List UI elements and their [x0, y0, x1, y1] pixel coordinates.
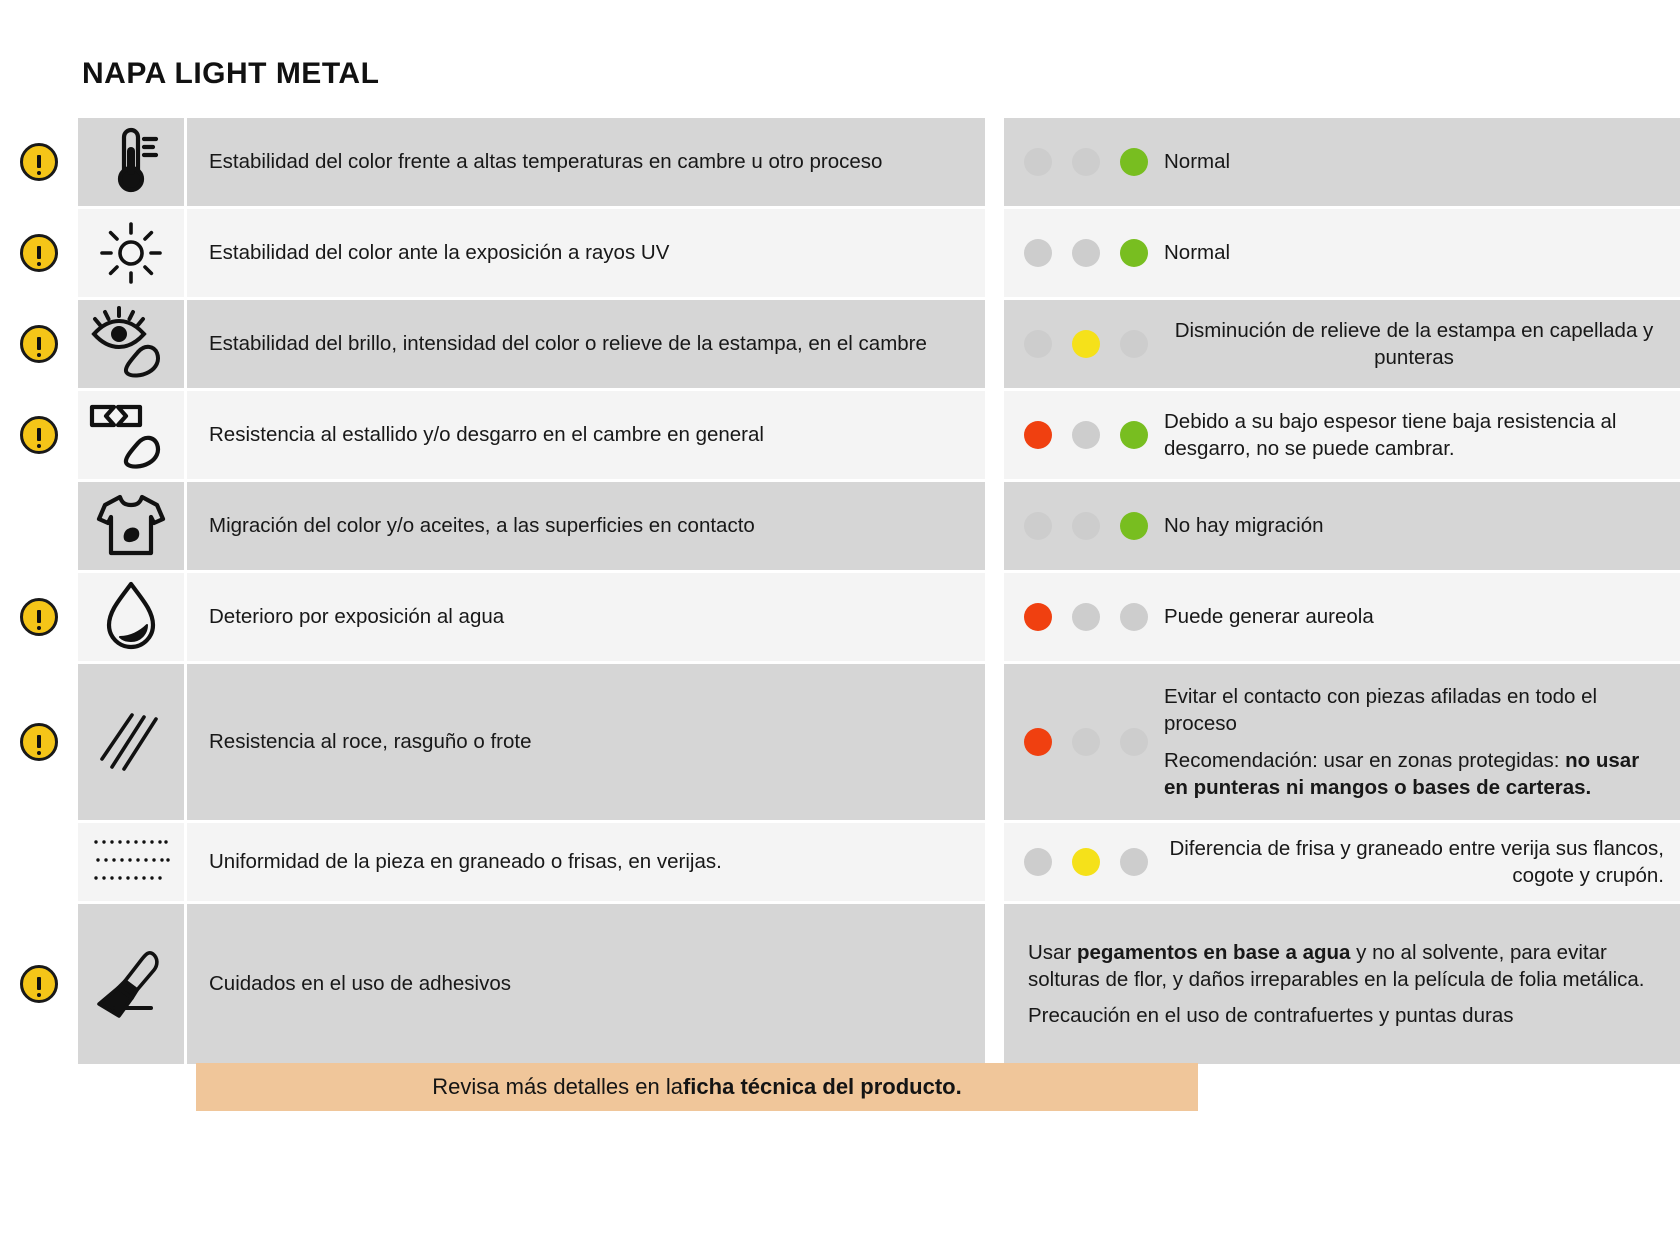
severity-dot-3 — [1120, 512, 1148, 540]
severity-dot-1 — [1024, 239, 1052, 267]
result-segment: Evitar el contacto con piezas afiladas en todo el proceso — [1164, 685, 1598, 736]
table-row — [0, 904, 1680, 1064]
result-cell — [1004, 573, 1680, 661]
description-cell — [187, 300, 985, 388]
severity-dot-2 — [1072, 421, 1100, 449]
result-text — [1164, 239, 1664, 266]
description-text: Estabilidad del color frente a altas temperaturas en cambre u otro proceso — [209, 150, 883, 174]
banner-text-bold: ficha técnica del producto. — [682, 1074, 962, 1099]
severity-dot-1 — [1024, 512, 1052, 540]
result-paragraph: Normal — [1164, 241, 1231, 265]
result-emphasis: pegamentos en base a agua — [1076, 941, 1351, 965]
tshirt-stain-icon — [95, 491, 167, 561]
severity-dot-3 — [1120, 330, 1148, 358]
result-text — [1164, 317, 1664, 371]
column-gap — [985, 573, 1001, 661]
result-cell — [1004, 904, 1680, 1064]
severity-dot-3 — [1120, 148, 1148, 176]
severity-dot-2 — [1072, 603, 1100, 631]
description-text: Resistencia al roce, rasguño o frote — [209, 730, 532, 754]
description-text: Deterioro por exposición al agua — [209, 605, 505, 629]
warning-cell — [0, 118, 78, 206]
warning-icon — [20, 143, 58, 181]
result-paragraph — [1164, 683, 1664, 737]
warning-cell — [0, 823, 78, 901]
column-gap — [985, 482, 1001, 570]
result-paragraph: Diferencia de frisa y graneado entre verija sus flancos, cogote y crupón. — [1169, 837, 1664, 888]
icon-cell — [78, 904, 184, 1064]
description-text: Uniformidad de la pieza en graneado o frisas, en verijas. — [209, 850, 722, 874]
result-emphasis: no usar en punteras ni mangos o bases de carteras. — [1164, 748, 1640, 799]
tear-leather-icon — [88, 397, 174, 473]
table-row — [0, 664, 1680, 820]
page-title: NAPA LIGHT METAL — [82, 57, 380, 90]
result-segment: y no al solvente, para evitar solturas de flor, y daños irreparables en la película de folia metálica. — [1028, 941, 1645, 992]
warning-icon — [20, 325, 58, 363]
severity-dots — [1024, 330, 1148, 358]
warning-icon — [20, 723, 58, 761]
description-text: Migración del color y/o aceites, a las superficies en contacto — [209, 514, 755, 538]
description-cell — [187, 904, 985, 1064]
result-paragraph: Debido a su bajo espesor tiene baja resistencia al desgarro, no se puede cambrar. — [1164, 409, 1617, 460]
icon-cell — [78, 823, 184, 901]
table-row — [0, 391, 1680, 479]
result-cell — [1004, 664, 1680, 820]
description-cell — [187, 664, 985, 820]
column-gap — [985, 391, 1001, 479]
icon-cell — [78, 391, 184, 479]
severity-dot-2 — [1072, 239, 1100, 267]
column-gap — [985, 664, 1001, 820]
result-cell — [1004, 300, 1680, 388]
description-cell — [187, 209, 985, 297]
warning-icon — [20, 234, 58, 272]
result-cell — [1004, 118, 1680, 206]
dotted-grain-icon — [92, 836, 170, 888]
severity-dot-1 — [1024, 728, 1052, 756]
severity-dot-2 — [1072, 848, 1100, 876]
description-text: Resistencia al estallido y/o desgarro en el cambre en general — [209, 423, 764, 447]
result-cell — [1004, 823, 1680, 901]
result-segment: Precaución en el uso de contrafuertes y puntas duras — [1028, 1004, 1514, 1028]
sun-icon — [98, 220, 164, 286]
severity-dot-1 — [1024, 421, 1052, 449]
warning-cell — [0, 209, 78, 297]
result-paragraph: Disminución de relieve de la estampa en capellada y punteras — [1174, 318, 1654, 369]
severity-dots — [1024, 603, 1148, 631]
severity-dot-3 — [1120, 728, 1148, 756]
warning-cell — [0, 573, 78, 661]
description-text: Estabilidad del color ante la exposición a rayos UV — [209, 241, 670, 265]
result-text — [1164, 683, 1664, 800]
column-gap — [985, 904, 1001, 1064]
result-text — [1164, 512, 1664, 539]
severity-dot-3 — [1120, 239, 1148, 267]
warning-cell — [0, 664, 78, 820]
warning-icon — [20, 598, 58, 636]
result-text — [1164, 408, 1664, 462]
column-gap — [985, 300, 1001, 388]
result-paragraph: Puede generar aureola — [1164, 605, 1374, 629]
column-gap — [985, 118, 1001, 206]
icon-cell — [78, 209, 184, 297]
scratch-lines-icon — [98, 707, 164, 777]
severity-dot-1 — [1024, 330, 1052, 358]
severity-dots — [1024, 728, 1148, 756]
result-text — [1164, 835, 1664, 889]
icon-cell — [78, 300, 184, 388]
result-cell — [1004, 391, 1680, 479]
description-cell — [187, 391, 985, 479]
icon-cell — [78, 664, 184, 820]
severity-dots — [1024, 148, 1148, 176]
result-paragraph: No hay migración — [1164, 514, 1324, 538]
table-row — [0, 823, 1680, 901]
column-gap — [985, 209, 1001, 297]
paint-brush-icon — [91, 946, 171, 1022]
description-text: Estabilidad del brillo, intensidad del color o relieve de la estampa, en el cambre — [209, 332, 927, 356]
result-paragraph — [1164, 747, 1664, 801]
severity-dot-1 — [1024, 148, 1052, 176]
eye-leather-icon — [88, 306, 174, 382]
severity-dot-1 — [1024, 603, 1052, 631]
result-paragraph: Normal — [1164, 150, 1231, 174]
result-segment: Recomendación: usar en zonas protegidas: — [1164, 748, 1566, 772]
warning-cell — [0, 300, 78, 388]
description-cell — [187, 482, 985, 570]
severity-dot-3 — [1120, 603, 1148, 631]
column-gap — [985, 823, 1001, 901]
severity-dot-3 — [1120, 421, 1148, 449]
icon-cell — [78, 118, 184, 206]
result-cell — [1004, 482, 1680, 570]
result-text — [1164, 148, 1664, 175]
severity-dot-2 — [1072, 148, 1100, 176]
description-cell — [187, 573, 985, 661]
result-segment: Usar — [1028, 941, 1077, 965]
severity-dot-1 — [1024, 848, 1052, 876]
severity-dot-2 — [1072, 728, 1100, 756]
result-paragraph — [1028, 939, 1664, 993]
table-row — [0, 300, 1680, 388]
water-drop-icon — [102, 579, 160, 655]
severity-dot-2 — [1072, 512, 1100, 540]
severity-dots — [1024, 512, 1148, 540]
table-row — [0, 482, 1680, 570]
severity-dots — [1024, 421, 1148, 449]
thermometer-icon — [100, 125, 162, 199]
table-row — [0, 573, 1680, 661]
icon-cell — [78, 573, 184, 661]
warning-cell — [0, 482, 78, 570]
severity-dots — [1024, 239, 1148, 267]
description-cell — [187, 823, 985, 901]
table-row — [0, 209, 1680, 297]
result-cell — [1004, 209, 1680, 297]
result-text — [1164, 603, 1664, 630]
severity-dots — [1024, 848, 1148, 876]
footer-banner[interactable] — [196, 1063, 1198, 1111]
banner-text-plain: Revisa más detalles en la — [432, 1074, 683, 1099]
severity-dot-3 — [1120, 848, 1148, 876]
spec-table — [0, 118, 1680, 1067]
result-text — [1024, 939, 1664, 1029]
description-cell — [187, 118, 985, 206]
warning-cell — [0, 904, 78, 1064]
warning-icon — [20, 965, 58, 1003]
description-text: Cuidados en el uso de adhesivos — [209, 972, 512, 996]
table-row — [0, 118, 1680, 206]
result-paragraph — [1028, 1002, 1664, 1029]
warning-icon — [20, 416, 58, 454]
warning-cell — [0, 391, 78, 479]
severity-dot-2 — [1072, 330, 1100, 358]
icon-cell — [78, 482, 184, 570]
